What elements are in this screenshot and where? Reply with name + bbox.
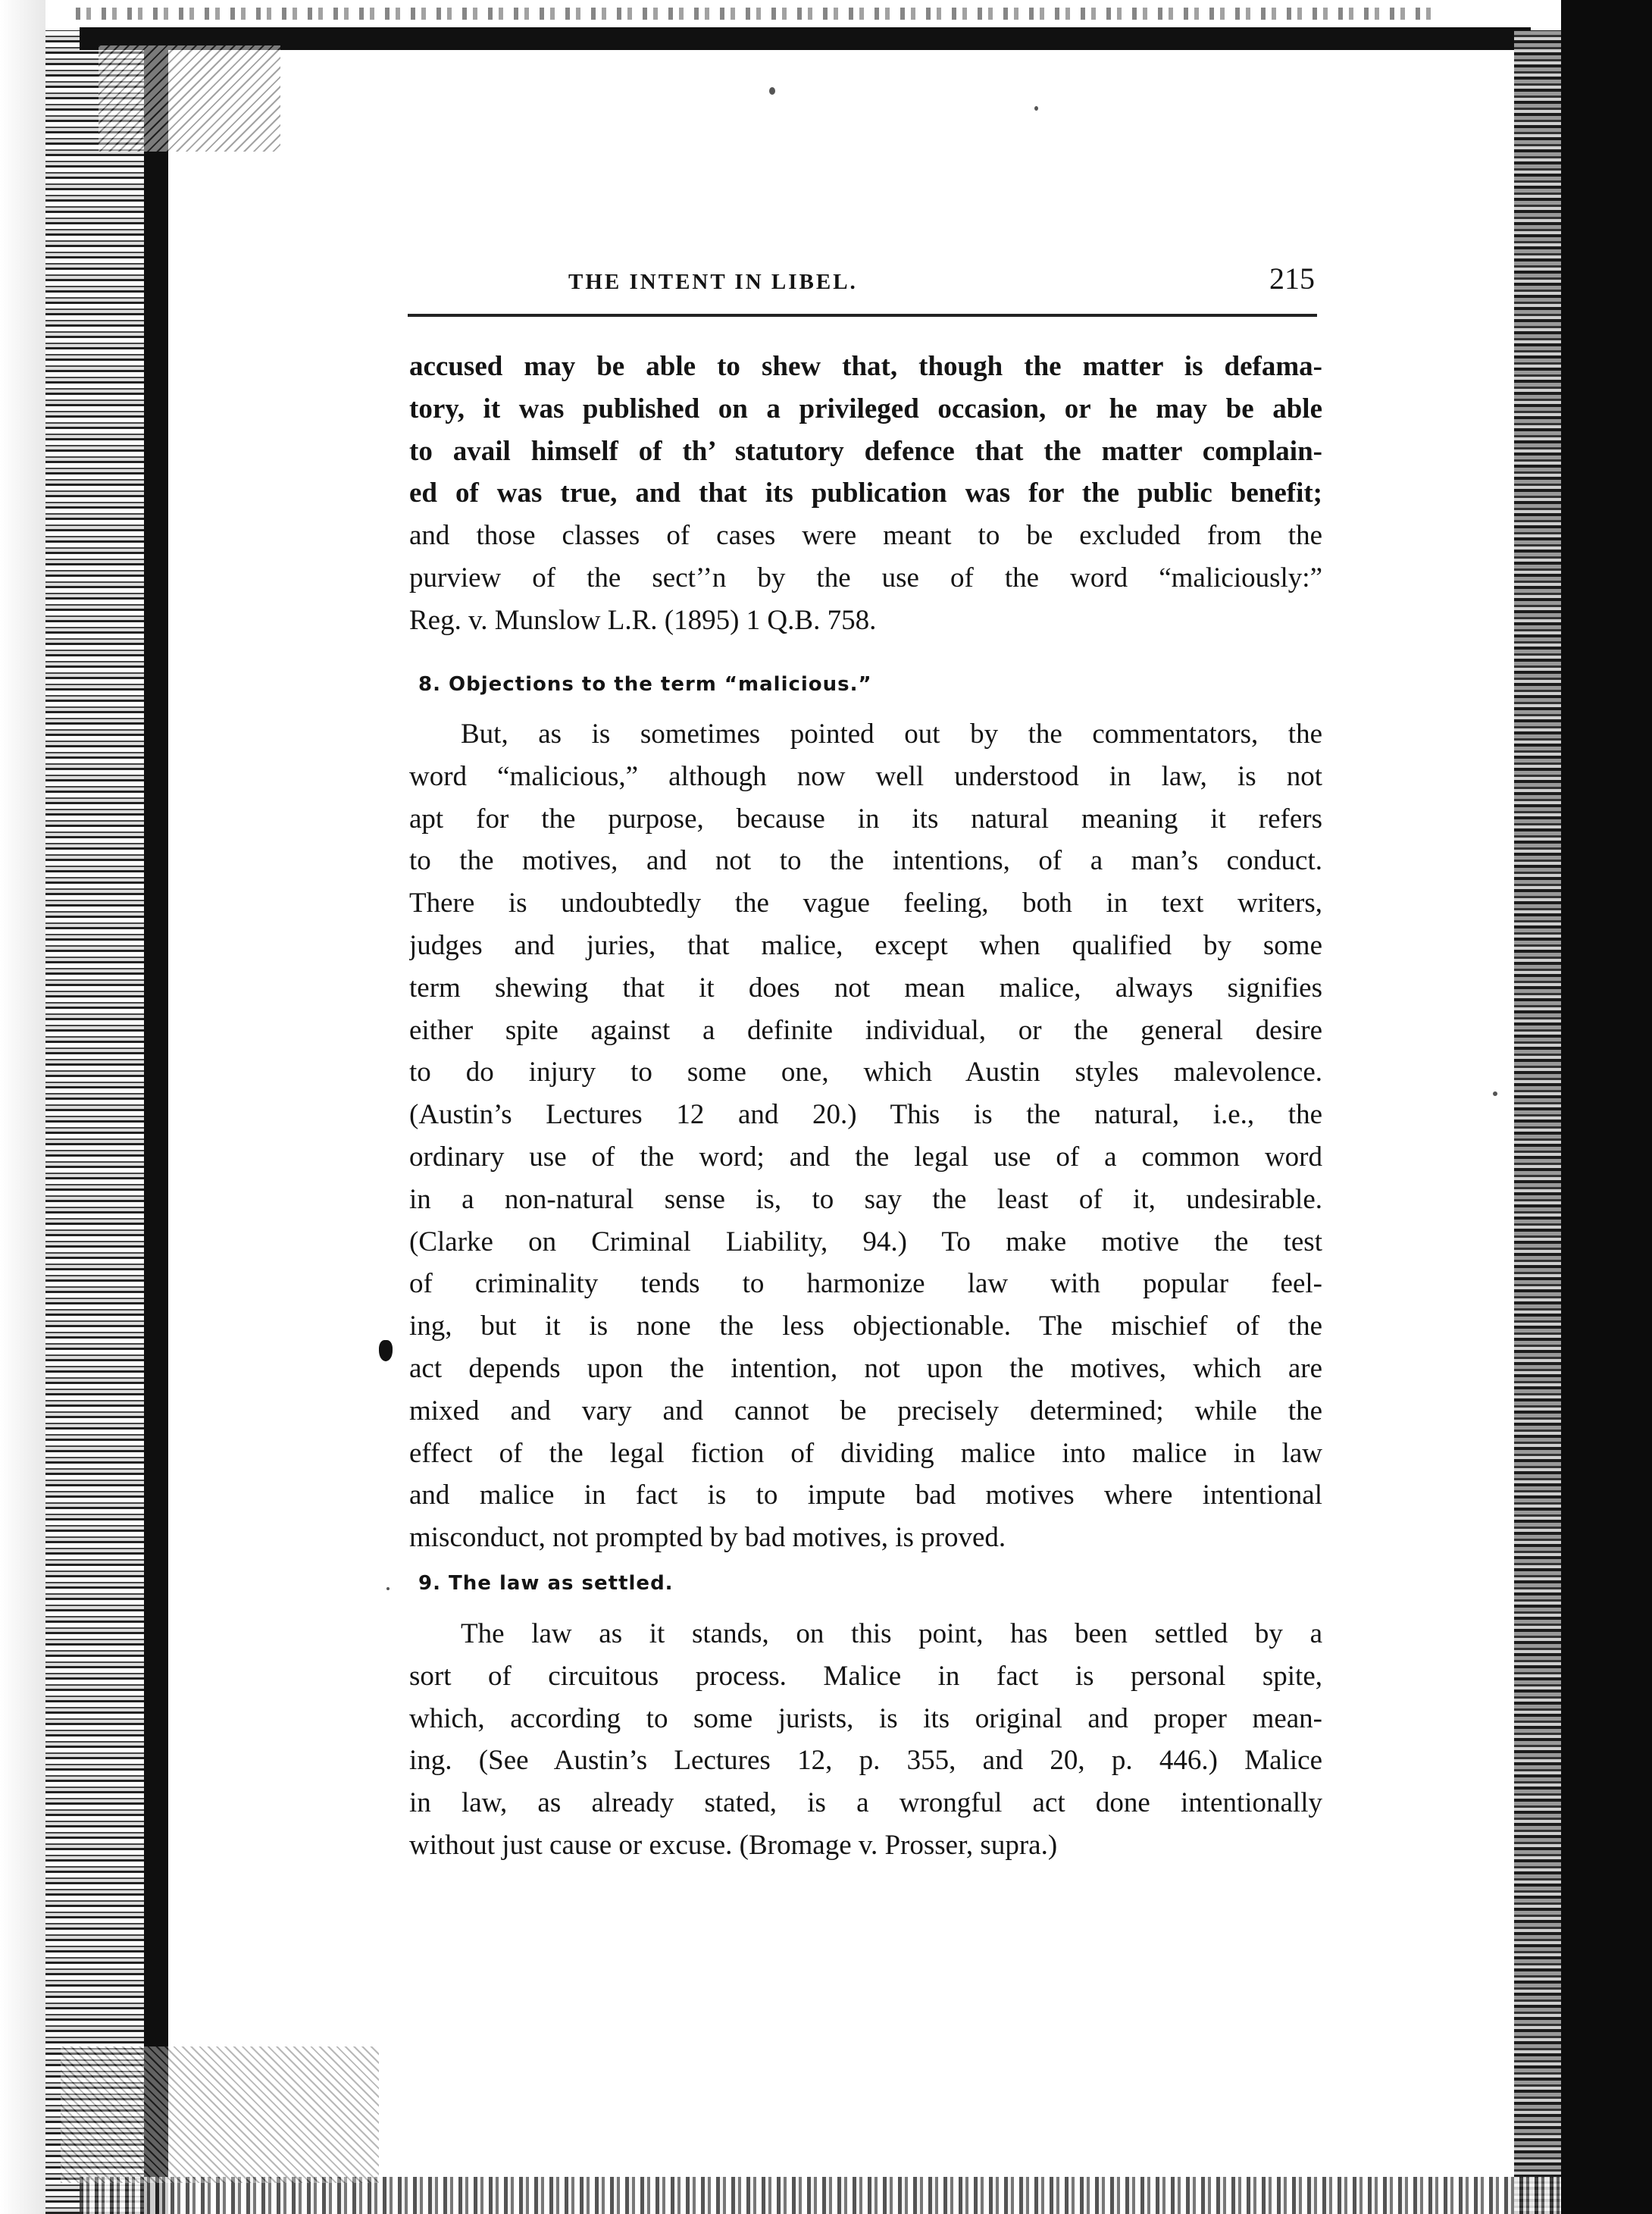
text-line: (Clarke on Criminal Liability, 94.) To make motive the test: [409, 1226, 1322, 1257]
section-heading-8: 8. Objections to the term “malicious.”: [418, 673, 872, 696]
text-line: The law as it stands, on this point, has been settled by a: [461, 1618, 1322, 1649]
book-edge-top: [80, 27, 1531, 50]
text-line: term shewing that it does not mean malice, always signifies: [409, 972, 1322, 1004]
text-line: effect of the legal fiction of dividing malice into malice in law: [409, 1437, 1322, 1469]
text-line: sort of circuitous process. Malice in fact is personal spite,: [409, 1660, 1322, 1692]
scan-speck: [1034, 106, 1038, 111]
text-line: tory, it was published on a privileged occasion, or he may be able: [409, 393, 1322, 424]
text-line: either spite against a definite individual, or the general desire: [409, 1014, 1322, 1046]
text-line: purview of the sect’’n by the use of the word “maliciously:”: [409, 562, 1322, 593]
text-line: of criminality tends to harmonize law with popular feel-: [409, 1268, 1322, 1300]
scan-noise-top: [76, 8, 1440, 20]
text-line: to the motives, and not to the intentions, of a man’s conduct.: [409, 845, 1322, 877]
scan-margin-left: [0, 0, 45, 2214]
paragraph-2: [409, 713, 1322, 1559]
text-line: judges and juries, that malice, except when qualified by some: [409, 929, 1322, 961]
scan-noise-corner-bottom: [61, 2046, 379, 2183]
text-line: in law, as already stated, is a wrongful act done intentionally: [409, 1787, 1322, 1819]
text-line: But, as is sometimes pointed out by the commentators, the: [461, 719, 1322, 750]
scan-speck: [386, 1587, 390, 1590]
page-number: 215: [1269, 261, 1315, 296]
text-line: and those classes of cases were meant to be excluded from the: [409, 520, 1322, 552]
text-line: apt for the purpose, because in its natural meaning it refers: [409, 803, 1322, 835]
text-line: mixed and vary and cannot be precisely determined; while the: [409, 1395, 1322, 1426]
text-line: accused may be able to shew that, though the matter is defama-: [409, 351, 1322, 382]
paragraph-3: [409, 1613, 1322, 1867]
text-line: ing. (See Austin’s Lectures 12, p. 355, and 20, p. 446.) Malice: [409, 1745, 1322, 1777]
scan-speck: [1493, 1091, 1497, 1096]
book-edge-right: [1561, 0, 1652, 2214]
text-line: act depends upon the intention, not upon the motives, which are: [409, 1352, 1322, 1384]
text-line: to avail himself of th’ statutory defence that the matter complain-: [409, 435, 1322, 467]
text-line: (Austin’s Lectures 12 and 20.) This is the natural, i.e., the: [409, 1099, 1322, 1131]
text-line: misconduct, not prompted by bad motives, is proved.: [409, 1522, 1006, 1554]
text-line: There is undoubtedly the vague feeling, both in text writers,: [409, 888, 1322, 919]
text-line: ordinary use of the word; and the legal use of a common word: [409, 1141, 1322, 1173]
running-head: [409, 261, 1322, 306]
running-head-title: THE INTENT IN LIBEL.: [568, 270, 858, 294]
text-line: ed of was true, and that its publication was for the public benefit;: [409, 478, 1322, 509]
text-line: to do injury to some one, which Austin styles malevolence.: [409, 1057, 1322, 1088]
scan-noise-corner: [99, 45, 280, 152]
scan-speck: [769, 87, 775, 95]
text-line-citation: Reg. v. Munslow L.R. (1895) 1 Q.B. 758.: [409, 604, 877, 636]
text-line: in a non-natural sense is, to say the least of it, undesirable.: [409, 1183, 1322, 1215]
text-line: word “malicious,” although now well understood in law, is not: [409, 760, 1322, 792]
paragraph-1: [409, 346, 1322, 642]
ink-blot: [379, 1340, 393, 1361]
header-rule: [408, 314, 1317, 317]
text-line: without just cause or excuse. (Bromage v. Prosser, supra.): [409, 1829, 1058, 1861]
book-edge-left: [144, 30, 168, 2214]
text-line: ing, but it is none the less objectionable. The mischief of the: [409, 1311, 1322, 1342]
text-line: and malice in fact is to impute bad motives where intentional: [409, 1480, 1322, 1511]
section-heading-9: 9. The law as settled.: [418, 1572, 674, 1595]
text-line: which, according to some jurists, is its original and proper mean-: [409, 1702, 1322, 1734]
